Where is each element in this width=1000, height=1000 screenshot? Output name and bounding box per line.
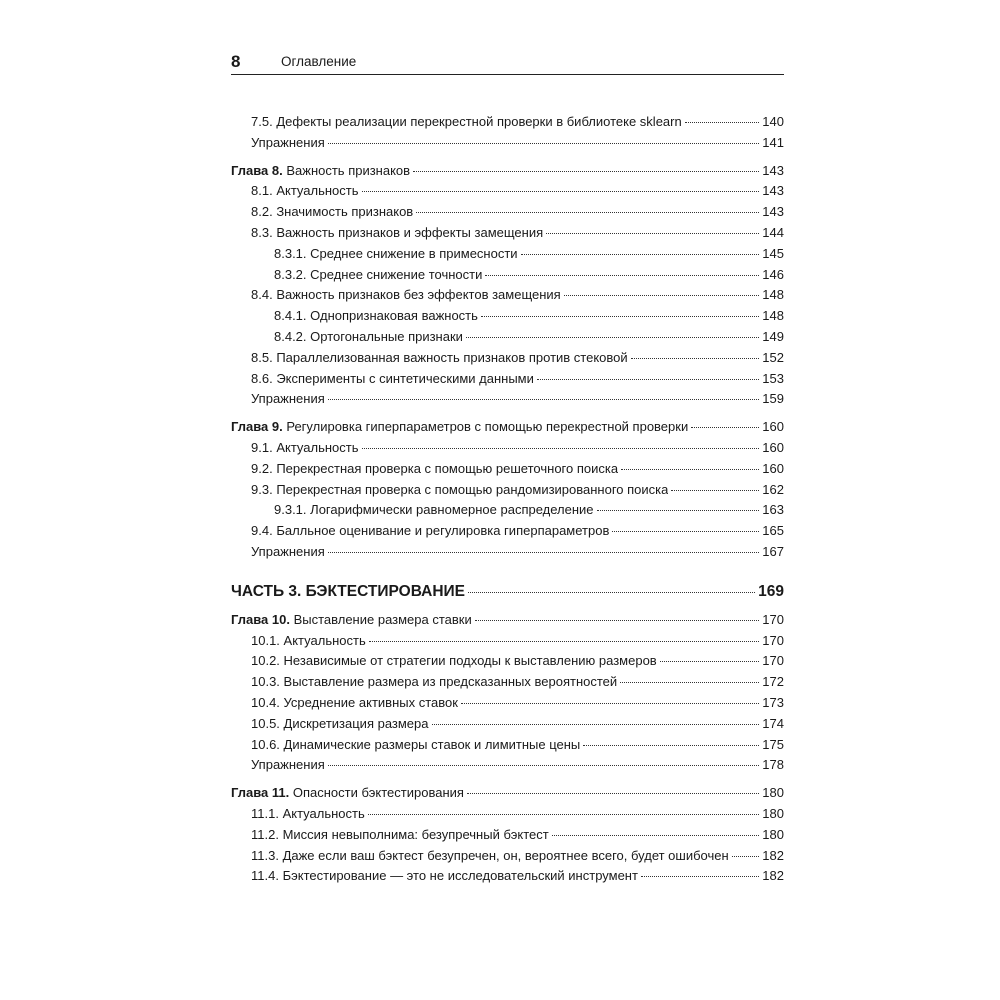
toc-entry-text: Значимость признаков bbox=[276, 204, 414, 220]
toc-entry-text: Дискретизация размера bbox=[283, 715, 429, 731]
toc-entry-number: Глава 8. bbox=[231, 162, 283, 178]
toc-entry-number: 9.4. bbox=[251, 523, 273, 539]
toc-entry bbox=[231, 480, 784, 501]
dot-leader bbox=[660, 661, 760, 662]
page-header bbox=[231, 52, 784, 75]
toc-entry-number: 8.6. bbox=[251, 370, 273, 386]
toc-entry-title bbox=[231, 161, 410, 182]
toc-entry-title bbox=[231, 783, 464, 804]
toc-entry-number: 8.2. bbox=[251, 204, 273, 220]
toc-entry bbox=[231, 348, 784, 369]
toc-entry-title bbox=[251, 825, 549, 846]
toc-entry bbox=[231, 804, 784, 825]
toc-entry-text: Ортогональные признаки bbox=[310, 328, 463, 344]
toc-entry bbox=[231, 631, 784, 652]
toc-entry-text: Упражнения bbox=[251, 543, 325, 559]
toc-entry-text: Опасности бэктестирования bbox=[292, 785, 464, 801]
toc-entry bbox=[231, 133, 784, 154]
toc-chapter-entry bbox=[231, 783, 784, 804]
toc-entry-title bbox=[251, 389, 325, 410]
dot-leader bbox=[416, 212, 759, 213]
dot-leader bbox=[621, 469, 759, 470]
toc-entry-text: Усреднение активных ставок bbox=[283, 694, 458, 710]
dot-leader bbox=[485, 275, 759, 276]
dot-leader bbox=[521, 254, 760, 255]
toc-entry bbox=[231, 202, 784, 223]
toc-entry-title bbox=[251, 542, 325, 563]
toc-entry-page: 175 bbox=[762, 736, 784, 752]
toc-entry-text: Независимые от стратегии подходы к выставлению размеров bbox=[283, 653, 657, 669]
toc-entry-number: 10.1. bbox=[251, 632, 280, 648]
toc-entry-page: 182 bbox=[762, 868, 784, 884]
toc-entry-text: Упражнения bbox=[251, 391, 325, 407]
toc-entry-number: 8.3. bbox=[251, 224, 273, 240]
toc-entry-text: Выставление размера из предсказанных вероятностей bbox=[283, 674, 618, 690]
toc-entry-title bbox=[231, 581, 465, 603]
toc-entry-number: 11.3. bbox=[251, 847, 279, 863]
toc-chapter-entry bbox=[231, 417, 784, 438]
dot-leader bbox=[475, 620, 760, 621]
toc-entry-text: Перекрестная проверка с помощью рандомизированного поиска bbox=[276, 481, 669, 497]
toc-entry-number: 10.6. bbox=[251, 736, 280, 752]
toc-entry-text: Важность признаков bbox=[286, 162, 411, 178]
toc-entry-title bbox=[251, 223, 543, 244]
toc-entry-page: 148 bbox=[762, 308, 784, 324]
dot-leader bbox=[369, 641, 760, 642]
toc-entry-page: 172 bbox=[762, 674, 784, 690]
dot-leader bbox=[612, 531, 759, 532]
dot-leader bbox=[552, 835, 760, 836]
toc-entry bbox=[231, 327, 784, 348]
toc-entry bbox=[231, 735, 784, 756]
dot-leader bbox=[620, 682, 759, 683]
toc-entry-title bbox=[251, 735, 580, 756]
toc-entry-text: БЭКТЕСТИРОВАНИЕ bbox=[305, 582, 466, 600]
toc-entry-page: 173 bbox=[762, 694, 784, 710]
dot-leader bbox=[732, 856, 760, 857]
toc-entry-number: 10.4. bbox=[251, 694, 280, 710]
toc-entry-page: 174 bbox=[762, 715, 784, 731]
toc-entry-title bbox=[251, 369, 534, 390]
toc-entry-page: 144 bbox=[762, 224, 784, 240]
toc-entry-number: 9.3. bbox=[251, 481, 273, 497]
toc-entry-page: 169 bbox=[758, 582, 784, 600]
dot-leader bbox=[368, 814, 760, 815]
toc-entry-title bbox=[251, 348, 628, 369]
table-of-contents bbox=[231, 112, 784, 887]
toc-chapter-entry bbox=[231, 610, 784, 631]
page-number: 8 bbox=[231, 52, 241, 71]
toc-entry bbox=[231, 223, 784, 244]
toc-entry-number: 11.4. bbox=[251, 868, 279, 884]
dot-leader bbox=[641, 876, 759, 877]
toc-entry-page: 162 bbox=[762, 481, 784, 497]
toc-entry bbox=[231, 825, 784, 846]
toc-entry-page: 149 bbox=[762, 328, 784, 344]
toc-entry-title bbox=[251, 714, 429, 735]
toc-entry bbox=[231, 181, 784, 202]
toc-entry-text: Динамические размеры ставок и лимитные цены bbox=[283, 736, 581, 752]
toc-entry-text: Важность признаков без эффектов замещения bbox=[276, 287, 561, 303]
toc-entry-title bbox=[274, 327, 463, 348]
toc-entry-text: Упражнения bbox=[251, 134, 325, 150]
toc-entry-number: Глава 9. bbox=[231, 419, 283, 435]
toc-entry-text: Актуальность bbox=[276, 439, 359, 455]
toc-entry-text: Бэктестирование — это не исследовательский инструмент bbox=[282, 868, 638, 884]
toc-entry-title bbox=[251, 846, 729, 867]
toc-entry-title bbox=[251, 438, 359, 459]
toc-entry bbox=[231, 285, 784, 306]
toc-entry-page: 182 bbox=[762, 847, 784, 863]
toc-entry-text: Эксперименты с синтетическими данными bbox=[276, 370, 534, 386]
toc-entry-text: Перекрестная проверка с помощью решеточного поиска bbox=[276, 460, 619, 476]
toc-entry-title bbox=[274, 265, 482, 286]
toc-entry-page: 180 bbox=[762, 805, 784, 821]
toc-entry-page: 153 bbox=[762, 370, 784, 386]
toc-entry-title bbox=[251, 755, 325, 776]
toc-entry bbox=[231, 244, 784, 265]
toc-entry bbox=[231, 438, 784, 459]
toc-entry-text: Среднее снижение в примесности bbox=[310, 245, 518, 261]
dot-leader bbox=[691, 427, 759, 428]
toc-entry bbox=[231, 866, 784, 887]
toc-entry-title bbox=[251, 672, 617, 693]
dot-leader bbox=[481, 316, 759, 317]
toc-entry-title bbox=[251, 181, 359, 202]
toc-entry bbox=[231, 542, 784, 563]
toc-entry-text: Однопризнаковая важность bbox=[310, 308, 478, 324]
toc-entry-page: 160 bbox=[762, 419, 784, 435]
dot-leader bbox=[362, 191, 760, 192]
toc-entry-title bbox=[274, 500, 594, 521]
toc-entry-page: 146 bbox=[762, 266, 784, 282]
toc-entry-page: 143 bbox=[762, 204, 784, 220]
toc-entry bbox=[231, 389, 784, 410]
running-title: Оглавление bbox=[281, 54, 357, 69]
toc-entry-page: 160 bbox=[762, 460, 784, 476]
toc-entry-number: 9.1. bbox=[251, 439, 273, 455]
toc-entry-page: 180 bbox=[762, 826, 784, 842]
dot-leader bbox=[362, 448, 760, 449]
toc-entry-text: Актуальность bbox=[276, 183, 359, 199]
toc-entry-text: Параллелизованная важность признаков против стековой bbox=[276, 349, 628, 365]
toc-entry-title bbox=[251, 521, 609, 542]
toc-entry-text: Упражнения bbox=[251, 757, 325, 773]
dot-leader bbox=[597, 510, 760, 511]
toc-entry-title bbox=[274, 244, 518, 265]
toc-entry-title bbox=[231, 417, 688, 438]
toc-entry-page: 145 bbox=[762, 245, 784, 261]
dot-leader bbox=[546, 233, 759, 234]
toc-entry-page: 167 bbox=[762, 543, 784, 559]
toc-entry-number: 10.3. bbox=[251, 674, 280, 690]
dot-leader bbox=[671, 490, 759, 491]
toc-entry-title bbox=[251, 866, 638, 887]
toc-entry-title bbox=[251, 631, 366, 652]
toc-entry-text: Выставление размера ставки bbox=[293, 611, 472, 627]
toc-entry-number: 9.3.1. bbox=[274, 502, 307, 518]
toc-entry bbox=[231, 306, 784, 327]
toc-entry-text: Важность признаков и эффекты замещения bbox=[276, 224, 544, 240]
toc-entry-number: 10.2. bbox=[251, 653, 280, 669]
toc-entry-text: Логарифмически равномерное распределение bbox=[310, 502, 594, 518]
toc-entry-page: 163 bbox=[762, 502, 784, 518]
toc-entry-title bbox=[251, 693, 458, 714]
dot-leader bbox=[461, 703, 759, 704]
dot-leader bbox=[466, 337, 759, 338]
dot-leader bbox=[328, 143, 760, 144]
toc-entry-number: 8.3.2. bbox=[274, 266, 307, 282]
toc-entry-title bbox=[251, 804, 365, 825]
toc-entry-title bbox=[274, 306, 478, 327]
toc-chapter-entry bbox=[231, 161, 784, 182]
toc-entry-page: 148 bbox=[762, 287, 784, 303]
toc-entry-page: 165 bbox=[762, 523, 784, 539]
toc-entry-text: Дефекты реализации перекрестной проверки в библиотеке sklearn bbox=[276, 114, 682, 129]
toc-entry-text: Актуальность bbox=[282, 805, 365, 821]
toc-entry-title bbox=[251, 285, 561, 306]
toc-entry bbox=[231, 112, 784, 133]
toc-entry bbox=[231, 755, 784, 776]
toc-entry-text: Среднее снижение точности bbox=[310, 266, 483, 282]
toc-entry-text: Регулировка гиперпараметров с помощью перекрестной проверки bbox=[286, 419, 689, 435]
toc-entry-page: 170 bbox=[762, 611, 784, 627]
toc-entry-page: 170 bbox=[762, 653, 784, 669]
toc-entry-number: ЧАСТЬ 3. bbox=[231, 582, 302, 600]
toc-entry-title bbox=[251, 651, 657, 672]
toc-entry bbox=[231, 846, 784, 867]
toc-entry-text: Миссия невыполнима: безупречный бэктест bbox=[282, 826, 549, 842]
dot-leader bbox=[631, 358, 760, 359]
toc-entry-title bbox=[251, 202, 413, 223]
toc-entry-number: 7.5. bbox=[251, 114, 273, 129]
toc-entry-text: Актуальность bbox=[283, 632, 366, 648]
dot-leader bbox=[467, 793, 759, 794]
toc-entry bbox=[231, 265, 784, 286]
toc-part-entry bbox=[231, 581, 784, 603]
dot-leader bbox=[328, 552, 760, 553]
toc-entry bbox=[231, 459, 784, 480]
toc-entry-number: Глава 10. bbox=[231, 611, 290, 627]
dot-leader bbox=[583, 745, 759, 746]
toc-entry-title bbox=[251, 133, 325, 154]
toc-entry-page: 143 bbox=[762, 183, 784, 199]
toc-entry bbox=[231, 369, 784, 390]
dot-leader bbox=[537, 379, 759, 380]
toc-entry bbox=[231, 693, 784, 714]
toc-entry-number: 10.5. bbox=[251, 715, 280, 731]
toc-entry-number: 8.4.2. bbox=[274, 328, 307, 344]
toc-entry-title bbox=[231, 610, 472, 631]
toc-entry-page: 143 bbox=[762, 162, 784, 178]
toc-entry-number: 8.3.1. bbox=[274, 245, 307, 261]
toc-entry-text: Даже если ваш бэктест безупречен, он, вероятнее всего, будет ошибочен bbox=[282, 847, 729, 863]
toc-entry-page: 152 bbox=[762, 349, 784, 365]
toc-entry-page: 180 bbox=[762, 785, 784, 801]
toc-entry-page: 140 bbox=[762, 114, 784, 129]
toc-entry bbox=[231, 500, 784, 521]
toc-entry-number: 8.5. bbox=[251, 349, 273, 365]
toc-entry-page: 141 bbox=[762, 134, 784, 150]
dot-leader bbox=[564, 295, 760, 296]
toc-entry bbox=[231, 672, 784, 693]
toc-entry bbox=[231, 521, 784, 542]
toc-entry-page: 178 bbox=[762, 757, 784, 773]
toc-entry-page: 170 bbox=[762, 632, 784, 648]
toc-entry-page: 160 bbox=[762, 439, 784, 455]
toc-entry-page: 159 bbox=[762, 391, 784, 407]
dot-leader bbox=[413, 171, 759, 172]
toc-entry-title bbox=[251, 480, 668, 501]
toc-entry bbox=[231, 714, 784, 735]
toc-entry-title bbox=[251, 112, 682, 133]
toc-entry-number: 11.1. bbox=[251, 805, 279, 821]
dot-leader bbox=[468, 592, 755, 593]
toc-entry bbox=[231, 651, 784, 672]
toc-entry-number: 8.4.1. bbox=[274, 308, 307, 324]
toc-entry-number: 9.2. bbox=[251, 460, 273, 476]
dot-leader bbox=[685, 122, 760, 123]
dot-leader bbox=[432, 724, 760, 725]
toc-entry-number: 8.1. bbox=[251, 183, 273, 199]
toc-entry-number: 11.2. bbox=[251, 826, 279, 842]
dot-leader bbox=[328, 399, 760, 400]
toc-entry-text: Балльное оценивание и регулировка гиперпараметров bbox=[276, 523, 610, 539]
toc-entry-title bbox=[251, 459, 618, 480]
dot-leader bbox=[328, 765, 760, 766]
toc-entry-number: Глава 11. bbox=[231, 785, 290, 801]
toc-entry-number: 8.4. bbox=[251, 287, 273, 303]
